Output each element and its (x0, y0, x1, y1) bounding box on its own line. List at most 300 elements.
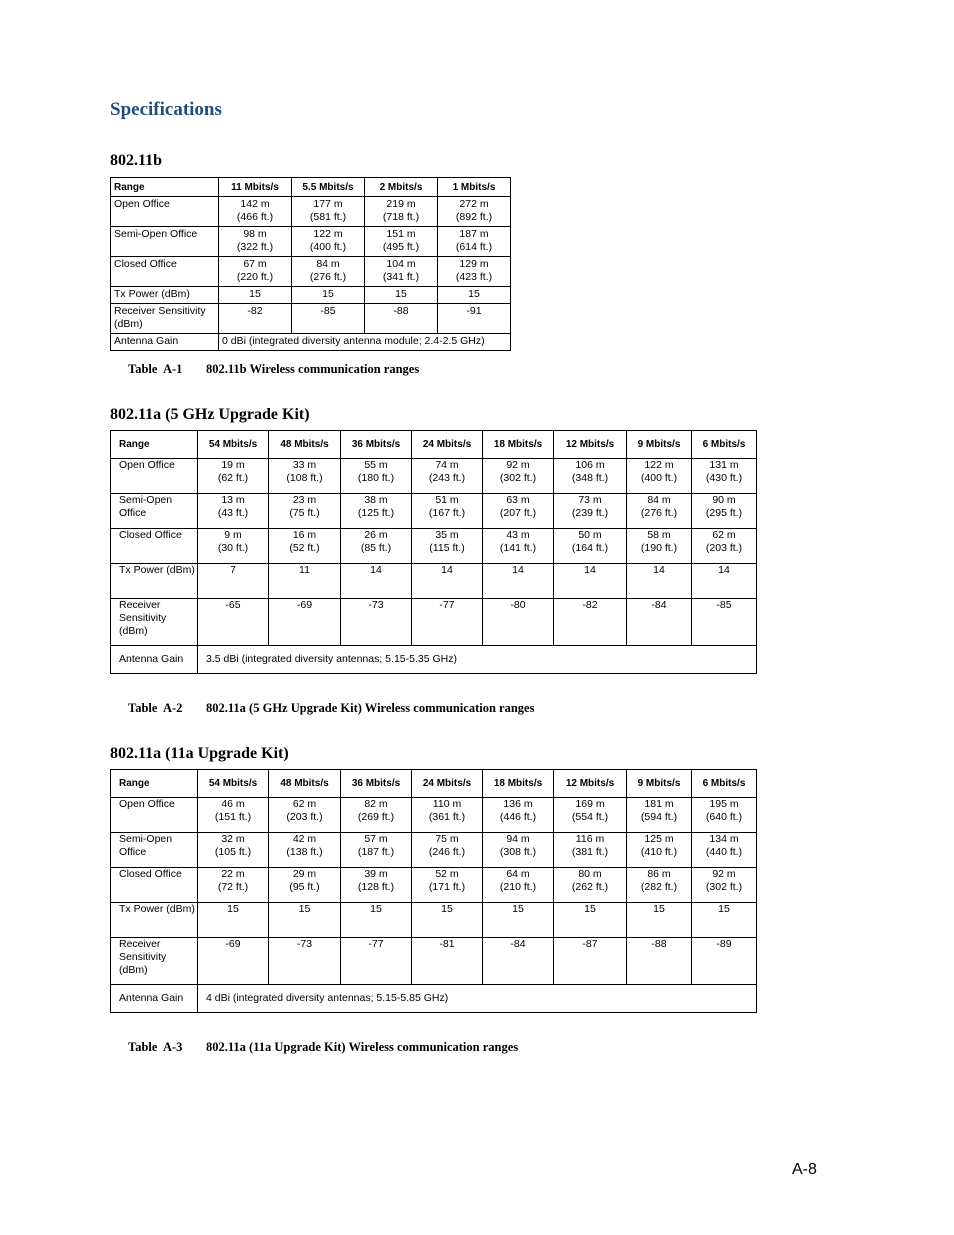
header-rate: 5.5 Mbits/s (292, 178, 365, 197)
table-cell (483, 938, 554, 985)
cell-value: 142 m (240, 198, 270, 210)
row-label: Receiver Sensitivity (dBm) (111, 599, 198, 646)
table-cell (198, 564, 269, 599)
table-cell (365, 287, 438, 304)
cell-value: 57 m (364, 833, 388, 845)
table-caption-a3 (128, 1040, 518, 1055)
cell-value: 187 m (459, 228, 489, 240)
table-cell (692, 868, 757, 903)
caption-number: Table A-1 (128, 362, 183, 376)
cell-value-feet: (246 ft.) (428, 846, 466, 858)
table-cell (341, 833, 412, 868)
cell-value-feet: (495 ft.) (382, 241, 420, 253)
cell-value-feet: (361 ft.) (428, 811, 466, 823)
cell-value: 15 (653, 903, 665, 915)
table-cell (269, 564, 341, 599)
cell-value: 14 (512, 564, 524, 576)
cell-value-feet: (554 ft.) (571, 811, 609, 823)
cell-value: -84 (651, 599, 667, 611)
table-cell (627, 868, 692, 903)
table-cell (269, 494, 341, 529)
header-rate: 2 Mbits/s (365, 178, 438, 197)
cell-value: 46 m (221, 798, 245, 810)
cell-value: 22 m (221, 868, 245, 880)
cell-value: 15 (249, 288, 261, 300)
cell-value: 50 m (578, 529, 602, 541)
table-cell (483, 494, 554, 529)
row-label: Semi-Open Office (111, 227, 219, 257)
cell-value: 32 m (221, 833, 245, 845)
cell-value: 80 m (578, 868, 602, 880)
cell-value: 15 (227, 903, 239, 915)
table-cell (269, 529, 341, 564)
cell-value: -65 (225, 599, 241, 611)
table-row (111, 287, 511, 304)
cell-value: 15 (322, 288, 334, 300)
table-cell (692, 938, 757, 985)
cell-value-feet: (128 ft.) (357, 881, 395, 893)
table-cell (412, 459, 483, 494)
table-cell (627, 903, 692, 938)
cell-value: -77 (368, 938, 384, 950)
cell-value: 63 m (506, 494, 530, 506)
table-cell (483, 564, 554, 599)
cell-value: -91 (466, 305, 482, 317)
table-row (111, 494, 757, 529)
cell-value-feet: (190 ft.) (640, 542, 678, 554)
cell-value: 7 (230, 564, 236, 576)
table-cell (412, 833, 483, 868)
cell-value-feet: (141 ft.) (499, 542, 537, 554)
cell-value: 131 m (709, 459, 739, 471)
table-cell (341, 529, 412, 564)
table-cell (219, 197, 292, 227)
cell-value-feet: (108 ft.) (286, 472, 323, 484)
table-cell (438, 227, 511, 257)
table-cell (412, 903, 483, 938)
cell-value-feet: (243 ft.) (428, 472, 466, 484)
cell-value-feet: (85 ft.) (360, 542, 392, 554)
cell-value-feet: (581 ft.) (309, 211, 347, 223)
cell-value-feet: (203 ft.) (705, 542, 743, 554)
table-row (111, 903, 757, 938)
table-row (111, 599, 757, 646)
cell-value: -88 (393, 305, 409, 317)
row-label: Antenna Gain (111, 985, 198, 1013)
table-cell (341, 564, 412, 599)
cell-value-feet: (210 ft.) (499, 881, 537, 893)
cell-value: 177 m (313, 198, 343, 210)
row-label: Open Office (111, 798, 198, 833)
cell-value: 38 m (364, 494, 388, 506)
caption-text: 802.11a (5 GHz Upgrade Kit) Wireless communication ranges (206, 701, 535, 715)
table-cell (412, 529, 483, 564)
cell-value: -88 (651, 938, 667, 950)
row-label: Open Office (111, 459, 198, 494)
table-cell (692, 599, 757, 646)
table-cell (341, 599, 412, 646)
cell-value-feet: (423 ft.) (455, 271, 493, 283)
header-rate: 24 Mbits/s (412, 770, 483, 798)
cell-value: 136 m (503, 798, 533, 810)
cell-value: 73 m (578, 494, 602, 506)
cell-value-feet: (322 ft.) (236, 241, 274, 253)
header-rate: 54 Mbits/s (198, 431, 269, 459)
cell-value: 62 m (712, 529, 736, 541)
table-cell (198, 868, 269, 903)
table-cell (692, 529, 757, 564)
cell-value-feet: (400 ft.) (309, 241, 347, 253)
cell-value: -69 (296, 599, 313, 611)
cell-value-feet: (72 ft.) (217, 881, 249, 893)
cell-value: 15 (441, 903, 453, 915)
table-cell (269, 798, 341, 833)
cell-value: -80 (510, 599, 526, 611)
table-cell (198, 459, 269, 494)
cell-value-feet: (341 ft.) (382, 271, 420, 283)
row-label: Antenna Gain (111, 646, 198, 674)
cell-value-feet: (381 ft.) (571, 846, 609, 858)
table-cell (219, 257, 292, 287)
table-cell (554, 599, 627, 646)
cell-value-feet: (105 ft.) (214, 846, 252, 858)
header-range: Range (111, 431, 198, 459)
table-header-row (111, 770, 757, 798)
table-header-row (111, 431, 757, 459)
cell-value-feet: (138 ft.) (286, 846, 323, 858)
table-row-antenna-gain (111, 334, 511, 351)
table-row (111, 197, 511, 227)
cell-value: 75 m (435, 833, 459, 845)
cell-value: -84 (510, 938, 526, 950)
cell-value: 106 m (575, 459, 605, 471)
table-80211a-5ghz (110, 430, 757, 674)
table-cell (627, 529, 692, 564)
cell-value-feet: (151 ft.) (214, 811, 252, 823)
header-rate: 12 Mbits/s (554, 770, 627, 798)
cell-value-feet: (43 ft.) (217, 507, 249, 519)
row-label: Semi-Open Office (111, 494, 198, 529)
cell-value-feet: (171 ft.) (428, 881, 466, 893)
table-cell (554, 529, 627, 564)
table-cell (365, 304, 438, 334)
table-cell (554, 938, 627, 985)
table-cell (198, 529, 269, 564)
cell-value: 14 (370, 564, 382, 576)
table-cell (341, 903, 412, 938)
header-rate: 18 Mbits/s (483, 431, 554, 459)
cell-value-feet: (52 ft.) (289, 542, 320, 554)
cell-value: 11 (299, 564, 310, 576)
row-label: Closed Office (111, 529, 198, 564)
cell-value: 14 (584, 564, 596, 576)
table-cell (692, 459, 757, 494)
cell-value: 219 m (386, 198, 416, 210)
table-row (111, 798, 757, 833)
cell-value-feet: (308 ft.) (499, 846, 537, 858)
header-rate: 9 Mbits/s (627, 770, 692, 798)
table-cell (412, 564, 483, 599)
table-cell (483, 529, 554, 564)
cell-value: 52 m (435, 868, 459, 880)
cell-value: 23 m (292, 494, 317, 506)
caption-text: 802.11a (11a Upgrade Kit) Wireless communication ranges (206, 1040, 519, 1054)
table-cell (365, 227, 438, 257)
header-rate: 54 Mbits/s (198, 770, 269, 798)
cell-value-feet: (220 ft.) (236, 271, 274, 283)
cell-value: 67 m (243, 258, 267, 270)
table-cell (292, 287, 365, 304)
table-cell (627, 798, 692, 833)
table-cell (692, 798, 757, 833)
table-cell (438, 257, 511, 287)
cell-value-feet: (125 ft.) (357, 507, 395, 519)
cell-value: 110 m (432, 798, 462, 810)
cell-value: 74 m (435, 459, 459, 471)
cell-value: 272 m (459, 198, 489, 210)
table-cell (412, 599, 483, 646)
table-cell (269, 833, 341, 868)
section-heading-80211b: 802.11b (110, 152, 163, 169)
cell-value: 98 m (243, 228, 267, 240)
row-label: Semi-Open Office (111, 833, 198, 868)
cell-value: 84 m (647, 494, 671, 506)
antenna-gain-value: 4 dBi (integrated diversity antennas; 5.15-5.85 GHz) (198, 985, 757, 1013)
cell-value-feet: (302 ft.) (499, 472, 537, 484)
table-cell (269, 868, 341, 903)
cell-value-feet: (239 ft.) (571, 507, 609, 519)
cell-value: 43 m (506, 529, 530, 541)
cell-value: 62 m (292, 798, 317, 810)
page-number: A-8 (792, 1161, 817, 1178)
table-cell (198, 798, 269, 833)
cell-value-feet: (430 ft.) (705, 472, 743, 484)
table-cell (438, 197, 511, 227)
cell-value: 16 m (292, 529, 317, 541)
cell-value: 122 m (313, 228, 343, 240)
cell-value: 116 m (575, 833, 605, 845)
table-row (111, 257, 511, 287)
row-label: Tx Power (dBm) (111, 287, 219, 304)
cell-value-feet: (62 ft.) (217, 472, 249, 484)
cell-value: 92 m (712, 868, 736, 880)
table-cell (692, 564, 757, 599)
row-label: Closed Office (111, 257, 219, 287)
header-rate: 9 Mbits/s (627, 431, 692, 459)
table-cell (219, 287, 292, 304)
table-cell (341, 494, 412, 529)
cell-value-feet: (164 ft.) (571, 542, 609, 554)
cell-value: -81 (439, 938, 455, 950)
cell-value-feet: (167 ft.) (428, 507, 466, 519)
header-range: Range (111, 178, 219, 197)
table-80211a-11a (110, 769, 757, 1013)
header-rate: 48 Mbits/s (269, 770, 341, 798)
table-row-antenna-gain (111, 985, 757, 1013)
header-range: Range (111, 770, 198, 798)
cell-value-feet: (614 ft.) (455, 241, 493, 253)
table-cell (219, 227, 292, 257)
cell-value: 15 (298, 903, 311, 915)
section-heading-80211a-11a: 802.11a (11a Upgrade Kit) (110, 745, 289, 762)
cell-value-feet: (295 ft.) (705, 507, 743, 519)
cell-value: 39 m (364, 868, 388, 880)
cell-value: 90 m (712, 494, 736, 506)
header-rate: 18 Mbits/s (483, 770, 554, 798)
caption-number: Table A-3 (128, 1040, 183, 1054)
table-cell (269, 938, 341, 985)
cell-value: -77 (439, 599, 455, 611)
header-rate: 12 Mbits/s (554, 431, 627, 459)
cell-value: -82 (247, 305, 263, 317)
table-row-antenna-gain (111, 646, 757, 674)
table-cell (483, 868, 554, 903)
cell-value: -73 (296, 938, 313, 950)
cell-value-feet: (446 ft.) (499, 811, 537, 823)
cell-value: 9 m (224, 529, 242, 541)
cell-value: 15 (468, 288, 480, 300)
table-cell (269, 599, 341, 646)
header-rate: 6 Mbits/s (692, 431, 757, 459)
cell-value: -85 (320, 305, 336, 317)
cell-value-feet: (276 ft.) (309, 271, 347, 283)
table-cell (341, 798, 412, 833)
table-cell (292, 197, 365, 227)
table-header-row (111, 178, 511, 197)
table-cell (438, 287, 511, 304)
table-cell (438, 304, 511, 334)
table-cell (269, 459, 341, 494)
antenna-gain-value: 3.5 dBi (integrated diversity antennas; 5.15-5.35 GHz) (198, 646, 757, 674)
cell-value: 15 (395, 288, 407, 300)
cell-value: 14 (718, 564, 730, 576)
table-cell (554, 494, 627, 529)
cell-value-feet: (892 ft.) (455, 211, 493, 223)
header-rate: 36 Mbits/s (341, 431, 412, 459)
cell-value: 86 m (647, 868, 671, 880)
header-rate: 24 Mbits/s (412, 431, 483, 459)
cell-value: 13 m (221, 494, 245, 506)
table-cell (365, 257, 438, 287)
cell-value-feet: (282 ft.) (640, 881, 678, 893)
table-cell (341, 459, 412, 494)
cell-value-feet: (718 ft.) (382, 211, 420, 223)
cell-value: 26 m (364, 529, 388, 541)
table-cell (627, 599, 692, 646)
table-cell (627, 833, 692, 868)
cell-value: 15 (584, 903, 596, 915)
table-cell (412, 938, 483, 985)
caption-text: 802.11b Wireless communication ranges (206, 362, 420, 376)
table-cell (198, 494, 269, 529)
table-cell (483, 903, 554, 938)
cell-value-feet: (75 ft.) (289, 507, 320, 519)
table-80211b (110, 177, 511, 351)
table-caption-a2 (128, 701, 534, 716)
cell-value: 35 m (435, 529, 459, 541)
cell-value-feet: (95 ft.) (289, 881, 320, 893)
section-heading-80211a-5ghz: 802.11a (5 GHz Upgrade Kit) (110, 406, 310, 423)
table-cell (554, 833, 627, 868)
page-title: Specifications (110, 99, 222, 120)
table-cell (269, 903, 341, 938)
table-row (111, 459, 757, 494)
cell-value-feet: (410 ft.) (640, 846, 678, 858)
cell-value: 58 m (647, 529, 671, 541)
cell-value-feet: (348 ft.) (571, 472, 609, 484)
table-cell (198, 903, 269, 938)
table-row (111, 833, 757, 868)
header-rate: 1 Mbits/s (438, 178, 511, 197)
row-label: Closed Office (111, 868, 198, 903)
table-caption-a1 (128, 362, 419, 377)
cell-value: 151 m (386, 228, 416, 240)
table-cell (365, 197, 438, 227)
table-cell (219, 304, 292, 334)
cell-value-feet: (440 ft.) (705, 846, 743, 858)
table-cell (627, 564, 692, 599)
table-cell (483, 599, 554, 646)
cell-value-feet: (466 ft.) (236, 211, 274, 223)
cell-value: 64 m (506, 868, 530, 880)
header-rate: 6 Mbits/s (692, 770, 757, 798)
table-cell (198, 938, 269, 985)
cell-value: 134 m (709, 833, 739, 845)
cell-value: 82 m (364, 798, 388, 810)
table-cell (483, 798, 554, 833)
cell-value: 55 m (364, 459, 388, 471)
cell-value-feet: (187 ft.) (357, 846, 395, 858)
cell-value: 42 m (292, 833, 317, 845)
table-cell (341, 868, 412, 903)
cell-value-feet: (203 ft.) (286, 811, 323, 823)
cell-value: 15 (718, 903, 730, 915)
antenna-gain-value: 0 dBi (integrated diversity antenna module; 2.4-2.5 GHz) (219, 334, 511, 351)
table-row (111, 868, 757, 903)
row-label: Tx Power (dBm) (111, 903, 198, 938)
table-row (111, 564, 757, 599)
table-cell (412, 868, 483, 903)
table-cell (554, 798, 627, 833)
table-cell (692, 903, 757, 938)
cell-value-feet: (400 ft.) (640, 472, 678, 484)
cell-value: 15 (370, 903, 382, 915)
header-rate: 48 Mbits/s (269, 431, 341, 459)
table-cell (198, 833, 269, 868)
table-cell (627, 459, 692, 494)
cell-value: 29 m (292, 868, 317, 880)
table-cell (292, 227, 365, 257)
cell-value-feet: (115 ft.) (429, 542, 465, 554)
cell-value: 169 m (575, 798, 605, 810)
cell-value: 15 (512, 903, 524, 915)
table-cell (292, 257, 365, 287)
cell-value: 14 (653, 564, 665, 576)
table-cell (554, 459, 627, 494)
cell-value: 84 m (316, 258, 340, 270)
cell-value-feet: (207 ft.) (499, 507, 537, 519)
table-row (111, 529, 757, 564)
cell-value: -69 (225, 938, 241, 950)
table-cell (483, 833, 554, 868)
cell-value: 125 m (644, 833, 674, 845)
table-cell (692, 494, 757, 529)
cell-value: -73 (368, 599, 384, 611)
cell-value: 14 (441, 564, 453, 576)
table-cell (692, 833, 757, 868)
cell-value-feet: (180 ft.) (357, 472, 395, 484)
cell-value-feet: (594 ft.) (640, 811, 678, 823)
